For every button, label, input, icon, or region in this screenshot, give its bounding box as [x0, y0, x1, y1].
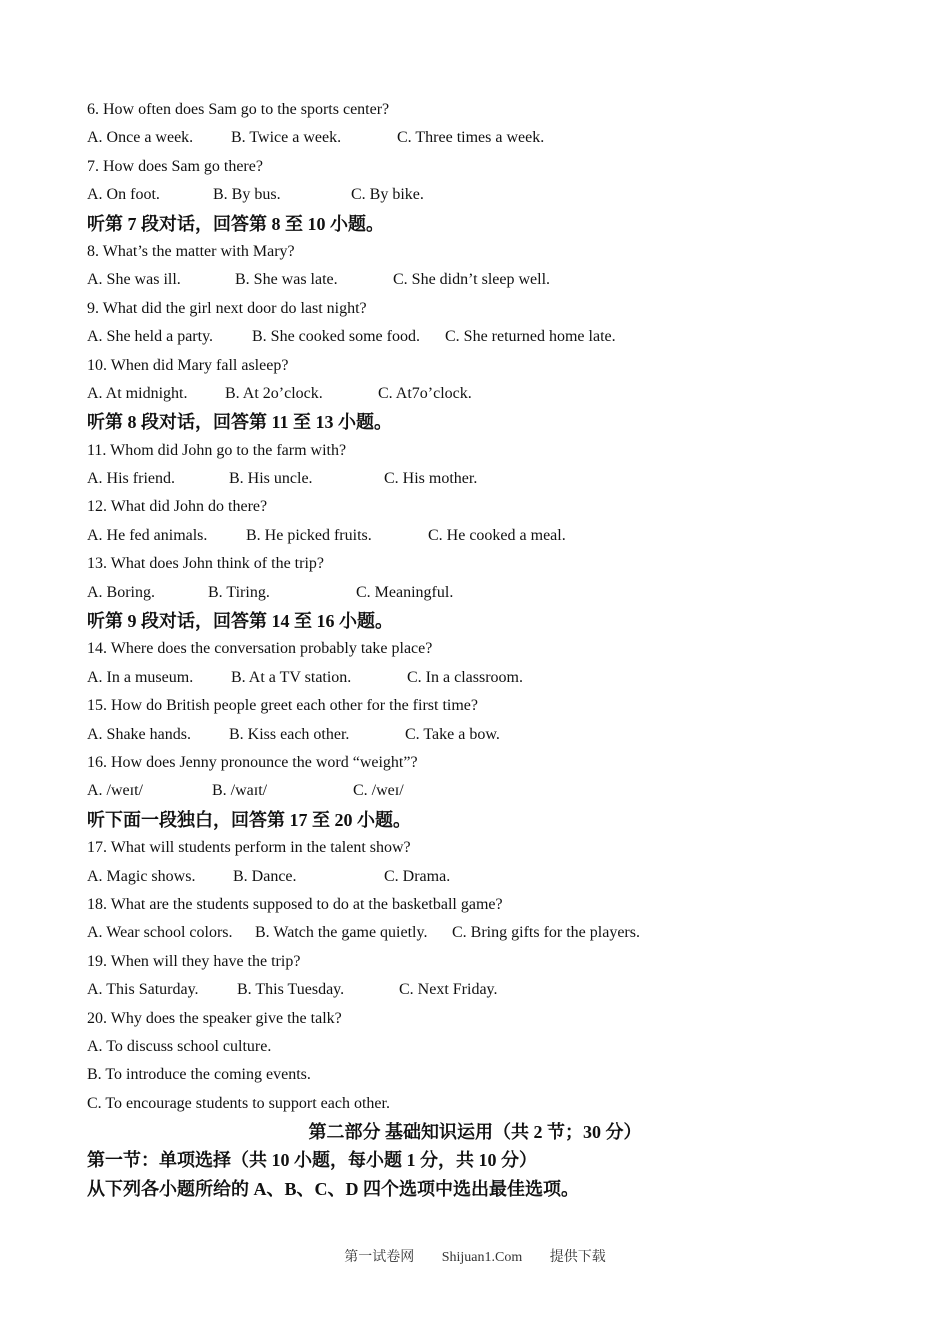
- exam-content: [87, 96, 887, 1203]
- answer-option: A. Once a week.: [87, 129, 194, 147]
- answer-option: A. Boring.: [87, 583, 155, 601]
- question-text: 19. When will they have the trip?: [87, 952, 301, 970]
- answer-option: B. By bus.: [213, 186, 281, 204]
- answer-options: [87, 919, 887, 947]
- question-text: 15. How do British people greet each other for the first time?: [87, 697, 478, 715]
- section-heading: 从下列各小题所给的 A、B、C、D 四个选项中选出最佳选项。: [87, 1178, 580, 1199]
- footer-tagline: 提供下载: [549, 1250, 606, 1265]
- answer-option: C. Meaningful.: [356, 583, 454, 601]
- answer-option: B. This Tuesday.: [237, 981, 345, 999]
- question-text: 8. What’s the matter with Mary?: [87, 242, 295, 260]
- question-text: 16. How does Jenny pronounce the word “weight”?: [87, 753, 418, 771]
- page-footer: [0, 1246, 950, 1266]
- question-text: 13. What does John think of the trip?: [87, 555, 324, 573]
- question-text: 20. Why does the speaker give the talk?: [87, 1009, 342, 1027]
- answer-option: B. At 2o’clock.: [225, 384, 323, 402]
- answer-options: [87, 266, 887, 294]
- section-heading: 听下面一段独白，回答第 17 至 20 小题。: [87, 809, 411, 830]
- answer-option: B. He picked fruits.: [246, 526, 372, 544]
- answer-options: [87, 721, 887, 749]
- answer-option: B. She was late.: [235, 271, 338, 289]
- answer-option: A. She held a party.: [87, 328, 214, 346]
- answer-option: A. She was ill.: [87, 271, 181, 289]
- answer-option: C. Next Friday.: [399, 981, 498, 999]
- answer-options: [87, 323, 887, 351]
- answer-option: A. At midnight.: [87, 384, 188, 402]
- answer-options: [87, 976, 887, 1004]
- answer-options: [87, 863, 887, 891]
- question-text: 17. What will students perform in the talent show?: [87, 839, 411, 857]
- footer-site-url: Shijuan1.Com: [441, 1250, 523, 1265]
- answer-option: C. She didn’t sleep well.: [393, 271, 551, 289]
- answer-option: B. /waɪt/: [212, 782, 268, 800]
- part-title: 第二部分 基础知识运用（共 2 节；30 分）: [308, 1122, 642, 1143]
- answer-option: C. Bring gifts for the players.: [452, 924, 640, 942]
- answer-option: B. His uncle.: [229, 470, 313, 488]
- answer-option: C. In a classroom.: [407, 668, 523, 686]
- answer-option: C. She returned home late.: [445, 328, 616, 346]
- question-text: A. To discuss school culture.: [87, 1037, 272, 1055]
- answer-option: B. Dance.: [233, 867, 297, 885]
- answer-option: B. She cooked some food.: [252, 328, 420, 346]
- answer-option: C. He cooked a meal.: [428, 526, 566, 544]
- answer-options: [87, 522, 887, 550]
- question-text: 18. What are the students supposed to do at the basketball game?: [87, 895, 503, 913]
- answer-option: A. On foot.: [87, 186, 160, 204]
- answer-option: C. /weɪ/: [353, 782, 404, 800]
- section-heading: 听第 9 段对话，回答第 14 至 16 小题。: [87, 611, 393, 632]
- answer-option: C. At7o’clock.: [378, 384, 472, 402]
- answer-option: A. His friend.: [87, 470, 175, 488]
- answer-options: [87, 664, 887, 692]
- question-text: 14. Where does the conversation probably take place?: [87, 640, 433, 658]
- question-text: 10. When did Mary fall asleep?: [87, 356, 289, 374]
- answer-options: [87, 124, 887, 152]
- answer-option: A. Magic shows.: [87, 867, 196, 885]
- section-heading: 听第 7 段对话，回答第 8 至 10 小题。: [87, 213, 384, 234]
- section-heading: 第一节：单项选择（共 10 小题，每小题 1 分，共 10 分）: [87, 1150, 537, 1171]
- answer-options: [87, 380, 887, 408]
- answer-option: A. /weɪt/: [87, 782, 143, 800]
- section-heading: 听第 8 段对话，回答第 11 至 13 小题。: [87, 412, 393, 433]
- question-text: C. To encourage students to support each other.: [87, 1094, 390, 1112]
- answer-option: B. Twice a week.: [231, 129, 342, 147]
- answer-option: C. By bike.: [351, 186, 424, 204]
- answer-option: B. Kiss each other.: [229, 725, 350, 743]
- question-text: 9. What did the girl next door do last night?: [87, 299, 367, 317]
- question-text: 11. Whom did John go to the farm with?: [87, 441, 347, 459]
- answer-option: C. Take a bow.: [405, 725, 500, 743]
- answer-option: B. Tiring.: [208, 583, 270, 601]
- answer-option: A. This Saturday.: [87, 981, 199, 999]
- answer-option: C. Three times a week.: [397, 129, 545, 147]
- answer-options: [87, 181, 887, 209]
- answer-option: A. He fed animals.: [87, 526, 208, 544]
- answer-option: A. Wear school colors.: [87, 924, 233, 942]
- answer-option: C. His mother.: [384, 470, 478, 488]
- answer-option: C. Drama.: [384, 867, 451, 885]
- answer-option: B. At a TV station.: [231, 668, 352, 686]
- footer-site-name: 第一试卷网: [344, 1250, 415, 1265]
- question-text: 12. What did John do there?: [87, 498, 268, 516]
- answer-option: A. Shake hands.: [87, 725, 191, 743]
- question-text: 6. How often does Sam go to the sports center?: [87, 101, 390, 118]
- answer-options: [87, 579, 887, 607]
- answer-option: B. Watch the game quietly.: [255, 924, 428, 942]
- question-text: 7. How does Sam go there?: [87, 157, 263, 175]
- answer-options: [87, 777, 887, 805]
- question-text: B. To introduce the coming events.: [87, 1066, 311, 1084]
- answer-options: [87, 465, 887, 493]
- answer-option: A. In a museum.: [87, 668, 194, 686]
